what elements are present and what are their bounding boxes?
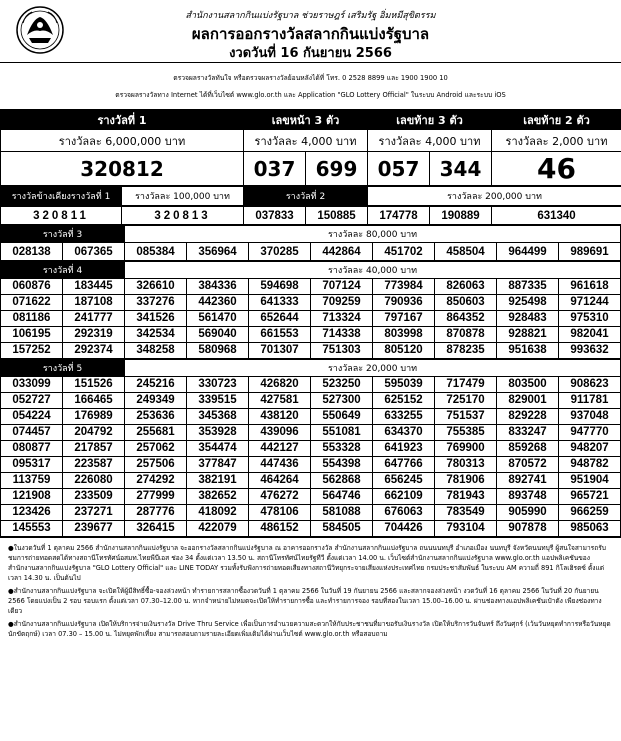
prize5-number: 633255 [373, 409, 435, 425]
prize4-number: 707124 [311, 279, 373, 295]
prize4-number: 661553 [249, 327, 311, 343]
prize5-number: 908623 [559, 377, 621, 393]
prize5-number: 176989 [63, 409, 125, 425]
prize5-number: 717479 [435, 377, 497, 393]
organization-name: สำนักงานสลากกินแบ่งรัฐบาล ช่วยราษฎร์ เสริมรัฐ อิ่มหมีสุขิตรรม [185, 11, 436, 21]
notes-section [0, 537, 621, 639]
last3-number-b: 344 [430, 152, 492, 186]
prize5-number: 257062 [125, 441, 187, 457]
prize5-number: 223587 [63, 457, 125, 473]
prize2-number: 631340 [492, 207, 621, 225]
prize5-number: 123426 [1, 505, 63, 521]
prize4-number: 060876 [1, 279, 63, 295]
prize5-table [0, 359, 621, 537]
prize4-number: 864352 [435, 311, 497, 327]
prize5-number: 595039 [373, 377, 435, 393]
first-prize-number: 320812 [1, 152, 244, 186]
prize3-number: 451702 [373, 243, 435, 261]
prize5-row [1, 409, 621, 425]
prize5-number: 438120 [249, 409, 311, 425]
first-prize-amount: รางวัลละ 6,000,000 บาท [1, 130, 244, 152]
prize4-number: 925498 [497, 295, 559, 311]
adjacent-number: 320811 [1, 207, 122, 225]
note-draw-broadcast: ● ในงวดวันที่ 1 ตุลาคม 2566 สำนักงานสลากกินแบ่งรัฐบาล จะออกรางวัลสลากกินแบ่งรัฐบาล ณ อาคารออกรางวัล สำนักงานสลากกินแบ่งรัฐบาล ถนนนนทบุรี อำเภอเมือง นนทบุรี จังหวัดนนทบุรี ผู้สนใจสามารถรับชมการถ่ายทอดสดได้ทางสถานีโทรทัศน์อสมท.ไทยพีบีเอส ช่อง 34 ตั้งแต่เวลา 13.50 น. สถานีโทรทัศน์ไทยรัฐทีวี ตั้งแต่เวลา 14.00 น. เว็บไซต์สำนักงานสลากกินแบ่งรัฐบาล www.glo.or.th แอปพลิเคชันของสำนักงานสลากกินแบ่งรัฐบาล "GLO Lottery Official" และ LINE TODAY รวมทั้งรับฟังการถ่ายทอดเสียงทางสถานีวิทยุกระจายเสียงแห่งประเทศไทย กรมประชาสัมพันธ์ ในระบบ AM ความถี่ 891 กิโลเฮิรตซ์ ตั้งแต่เวลา 14.30 น. เป็นต้นไป [8, 543, 613, 583]
prize5-number: 257506 [125, 457, 187, 473]
prize5-number: 226080 [63, 473, 125, 489]
prize4-number: 971244 [559, 295, 621, 311]
prize5-number: 233509 [63, 489, 125, 505]
prize5-number: 625152 [373, 393, 435, 409]
last3-amount: รางวัลละ 4,000 บาท [368, 130, 492, 152]
prize4-number: 751303 [311, 343, 373, 359]
prize5-amount: รางวัลละ 20,000 บาท [125, 360, 621, 377]
prize5-number: 951904 [559, 473, 621, 489]
last2-number: 46 [492, 152, 621, 186]
prize5-number: 339515 [187, 393, 249, 409]
prize4-number: 961618 [559, 279, 621, 295]
prize4-number: 870878 [435, 327, 497, 343]
prize5-number: 237271 [63, 505, 125, 521]
prize4-number: 292319 [63, 327, 125, 343]
prize4-row [1, 295, 621, 311]
prize5-number: 217857 [63, 441, 125, 457]
prize5-number: 145553 [1, 521, 63, 537]
prize5-number: 948782 [559, 457, 621, 473]
prize5-number: 769900 [435, 441, 497, 457]
prize4-number: 157252 [1, 343, 63, 359]
prize5-number: 277999 [125, 489, 187, 505]
prize5-number: 793104 [435, 521, 497, 537]
prize5-number: 274292 [125, 473, 187, 489]
adjacent-label: รางวัลข้างเคียงรางวัลที่ 1 [1, 187, 122, 206]
prize4-number: 641333 [249, 295, 311, 311]
prize5-number: 985063 [559, 521, 621, 537]
prize5-number: 581088 [311, 505, 373, 521]
prize5-number: 704426 [373, 521, 435, 537]
prize4-number: 803998 [373, 327, 435, 343]
prize4-number: 878235 [435, 343, 497, 359]
prize4-amount: รางวัลละ 40,000 บาท [125, 262, 621, 279]
prize4-number: 187108 [63, 295, 125, 311]
prize3-number: 085384 [125, 243, 187, 261]
prize4-number: 337276 [125, 295, 187, 311]
prize5-number: 239677 [63, 521, 125, 537]
prize5-number: 245216 [125, 377, 187, 393]
prize4-number: 928483 [497, 311, 559, 327]
prize5-number: 287776 [125, 505, 187, 521]
prize5-number: 551081 [311, 425, 373, 441]
prize5-number: 948207 [559, 441, 621, 457]
prize5-number: 418092 [187, 505, 249, 521]
prize3-label: รางวัลที่ 3 [1, 226, 125, 243]
prize5-number: 641923 [373, 441, 435, 457]
prize5-number: 427581 [249, 393, 311, 409]
prize5-number: 464264 [249, 473, 311, 489]
prize5-number: 676063 [373, 505, 435, 521]
prize5-number: 249349 [125, 393, 187, 409]
prize4-number: 384336 [187, 279, 249, 295]
prize4-number: 081186 [1, 311, 63, 327]
prize4-number: 341526 [125, 311, 187, 327]
prize5-label: รางวัลที่ 5 [1, 360, 125, 377]
prize5-number: 442127 [249, 441, 311, 457]
prize3-number: 067365 [63, 243, 125, 261]
prize5-number: 052727 [1, 393, 63, 409]
prize4-number: 773984 [373, 279, 435, 295]
prize5-number: 080877 [1, 441, 63, 457]
prize5-number: 326415 [125, 521, 187, 537]
prize4-number: 714338 [311, 327, 373, 343]
prize5-number: 966259 [559, 505, 621, 521]
prize3-number: 370285 [249, 243, 311, 261]
prize4-number: 292374 [63, 343, 125, 359]
prize5-number: 377847 [187, 457, 249, 473]
prize5-number: 439096 [249, 425, 311, 441]
prize4-label: รางวัลที่ 4 [1, 262, 125, 279]
prize5-number: 662109 [373, 489, 435, 505]
phone-info: ตรวจผลรางวัลทันใจ หรือตรวจผลรางวัลย้อนหลังได้ที่ โทร. 0 2528 8899 และ 1900 1900 10 [173, 74, 448, 82]
prize3-amount: รางวัลละ 80,000 บาท [125, 226, 621, 243]
adjacent-amount: รางวัลละ 100,000 บาท [122, 187, 244, 206]
prize3-number: 442864 [311, 243, 373, 261]
prize5-number: 113759 [1, 473, 63, 489]
prize4-row [1, 343, 621, 359]
front3-number-a: 037 [244, 152, 306, 186]
prize4-number: 826063 [435, 279, 497, 295]
prize5-number: 550649 [311, 409, 373, 425]
note-drive-thru: ● สำนักงานสลากกินแบ่งรัฐบาล เปิดให้บริการจ่ายเงินรางวัล Drive Thru Service เพื่อเป็นการอำนวยความสะดวกให้กับประชาชนที่มาขอรับเงินรางวัล เปิดให้บริการวันจันทร์ ถึงวันศุกร์ (เว้นวันหยุดทำการหรือวันหยุดนักขัตฤกษ์) เวลา 07.30 – 15.00 น. ไม่หยุดพักเที่ยง สามารถสอบถามรายละเอียดเพิ่มเติมได้ผ่านเว็บไซต์ www.glo.or.th หรือสอบถาม [8, 619, 613, 639]
prize5-number: 447436 [249, 457, 311, 473]
front3-amount: รางวัลละ 4,000 บาท [244, 130, 368, 152]
front3-header: เลขหน้า 3 ตัว [244, 110, 368, 130]
prize4-number: 709259 [311, 295, 373, 311]
prize5-number: 647766 [373, 457, 435, 473]
prize5-number: 907878 [497, 521, 559, 537]
prize5-number: 725170 [435, 393, 497, 409]
prize5-number: 426820 [249, 377, 311, 393]
prize5-number: 892741 [497, 473, 559, 489]
prize5-number: 253636 [125, 409, 187, 425]
prize4-number: 797167 [373, 311, 435, 327]
prize5-number: 803500 [497, 377, 559, 393]
prize5-row [1, 425, 621, 441]
note-advance-booking: ● สำนักงานสลากกินแบ่งรัฐบาล จะเปิดให้ผู้มีสิทธิ์ซื้อ-จองล่วงหน้า ทำรายการสลากซื้องวดวันที่ 1 ตุลาคม 2566 ในวันที่ 19 กันยายน 2566 และสลากจองล่วงหน้า งวดวันที่ 16 ตุลาคม 2566 ในวันที่ 20 กันยายน 2566 โดยแบ่งเป็น 2 รอบ รอบแรก ตั้งแต่เวลา 07.30–12.00 น. หากจำหน่ายไม่หมดจะเปิดให้ทำรายการซื้อ และทำรายการจอง รอบที่สองในเวลา 15.00–16.00 น. ผ่านช่องทางแอปพลิเคชันเป๋าตัง เพียงช่องทางเดียว [8, 586, 613, 616]
prize4-number: 342534 [125, 327, 187, 343]
prize5-number: 353928 [187, 425, 249, 441]
prize3-number: 989691 [559, 243, 621, 261]
prize5-row [1, 393, 621, 409]
prize2-amount: รางวัลละ 200,000 บาท [368, 187, 621, 206]
prize4-number: 850603 [435, 295, 497, 311]
prize5-number: 478106 [249, 505, 311, 521]
prize5-number: 476272 [249, 489, 311, 505]
prize4-number: 183445 [63, 279, 125, 295]
prize5-row [1, 377, 621, 393]
prize5-number: 054224 [1, 409, 63, 425]
prize5-number: 523250 [311, 377, 373, 393]
prize4-number: 805120 [373, 343, 435, 359]
prize5-row [1, 489, 621, 505]
prize3-number: 356964 [187, 243, 249, 261]
prize4-number: 993632 [559, 343, 621, 359]
prize5-number: 859268 [497, 441, 559, 457]
prize5-number: 829228 [497, 409, 559, 425]
prize2-number: 150885 [306, 207, 368, 225]
prize2-label: รางวัลที่ 2 [244, 187, 368, 206]
prize5-number: 937048 [559, 409, 621, 425]
prize4-row [1, 327, 621, 343]
prize5-number: 564746 [311, 489, 373, 505]
prize5-row [1, 441, 621, 457]
prize5-row [1, 505, 621, 521]
prize5-row [1, 521, 621, 537]
prize4-number: 701307 [249, 343, 311, 359]
last2-amount: รางวัลละ 2,000 บาท [492, 130, 621, 152]
prize5-number: 584505 [311, 521, 373, 537]
prize3-number: 028138 [1, 243, 63, 261]
prize5-number: 095317 [1, 457, 63, 473]
prize5-number: 905990 [497, 505, 559, 521]
prize5-number: 151526 [63, 377, 125, 393]
prize5-number: 947770 [559, 425, 621, 441]
adjacent-and-prize2-table [0, 186, 621, 206]
prize4-number: 975310 [559, 311, 621, 327]
prize4-number: 594698 [249, 279, 311, 295]
prize4-number: 951638 [497, 343, 559, 359]
prize5-number: 562868 [311, 473, 373, 489]
header [0, 0, 621, 62]
last2-header: เลขท้าย 2 ตัว [492, 110, 621, 130]
prize5-number: 870572 [497, 457, 559, 473]
prize5-number: 833247 [497, 425, 559, 441]
prize4-number: 348258 [125, 343, 187, 359]
web-info: ตรวจผลรางวัลทาง Internet ได้ที่เว็บไซต์ www.glo.or.th และ Application "GLO Lottery Official" ในระบบ Android และระบบ iOS [115, 91, 506, 99]
top-prizes-table [0, 109, 621, 186]
prize3-number: 964499 [497, 243, 559, 261]
prize4-number: 442360 [187, 295, 249, 311]
prize3-number: 458504 [435, 243, 497, 261]
page-title: ผลการออกรางวัลสลากกินแบ่งรัฐบาล [191, 25, 430, 43]
prize5-number: 422079 [187, 521, 249, 537]
prize5-number: 634370 [373, 425, 435, 441]
prize5-number: 780313 [435, 457, 497, 473]
prize5-number: 121908 [1, 489, 63, 505]
contact-info [0, 62, 621, 109]
prize5-number: 781943 [435, 489, 497, 505]
prize3-table [0, 225, 621, 261]
prize4-number: 790936 [373, 295, 435, 311]
prize5-number: 783549 [435, 505, 497, 521]
prize4-row [1, 279, 621, 295]
prize5-number: 345368 [187, 409, 249, 425]
prize4-number: 326610 [125, 279, 187, 295]
adjacent-and-prize2-numbers [0, 206, 621, 225]
prize5-row [1, 473, 621, 489]
prize5-number: 893748 [497, 489, 559, 505]
prize4-number: 580968 [187, 343, 249, 359]
prize5-number: 911781 [559, 393, 621, 409]
prize4-number: 652644 [249, 311, 311, 327]
prize4-number: 887335 [497, 279, 559, 295]
prize2-number: 037833 [244, 207, 306, 225]
prize5-number: 965721 [559, 489, 621, 505]
prize5-number: 755385 [435, 425, 497, 441]
prize5-number: 204792 [63, 425, 125, 441]
draw-date: งวดวันที่ 16 กันยายน 2566 [229, 46, 392, 61]
prize4-number: 241777 [63, 311, 125, 327]
prize5-number: 486152 [249, 521, 311, 537]
prize4-number: 928821 [497, 327, 559, 343]
last3-number-a: 057 [368, 152, 430, 186]
prize5-number: 330723 [187, 377, 249, 393]
prize5-number: 656245 [373, 473, 435, 489]
prize5-number: 554398 [311, 457, 373, 473]
prize5-number: 166465 [63, 393, 125, 409]
prize4-number: 982041 [559, 327, 621, 343]
prize5-number: 354474 [187, 441, 249, 457]
prize5-number: 074457 [1, 425, 63, 441]
prize4-number: 071622 [1, 295, 63, 311]
prize5-number: 527300 [311, 393, 373, 409]
prize5-number: 751537 [435, 409, 497, 425]
prize4-number: 106195 [1, 327, 63, 343]
prize4-number: 561470 [187, 311, 249, 327]
prize4-table [0, 261, 621, 359]
prize5-row [1, 457, 621, 473]
prize5-number: 255681 [125, 425, 187, 441]
prize5-number: 382652 [187, 489, 249, 505]
prize4-number: 713324 [311, 311, 373, 327]
prize5-number: 553328 [311, 441, 373, 457]
prize2-number: 190889 [430, 207, 492, 225]
prize5-number: 033099 [1, 377, 63, 393]
prize5-number: 382191 [187, 473, 249, 489]
prize5-number: 781906 [435, 473, 497, 489]
front3-number-b: 699 [306, 152, 368, 186]
adjacent-number: 320813 [122, 207, 244, 225]
first-prize-header: รางวัลที่ 1 [1, 110, 244, 130]
prize4-row [1, 311, 621, 327]
prize2-number: 174778 [368, 207, 430, 225]
prize4-number: 569040 [187, 327, 249, 343]
last3-header: เลขท้าย 3 ตัว [368, 110, 492, 130]
prize5-number: 829001 [497, 393, 559, 409]
